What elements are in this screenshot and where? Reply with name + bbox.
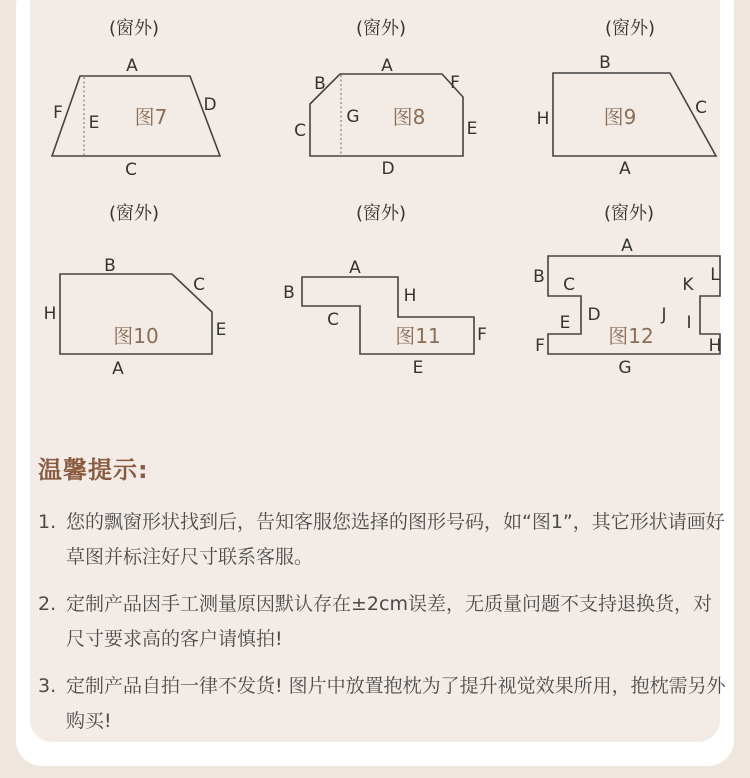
figure-name: 图10 xyxy=(113,324,159,348)
edge-label: A xyxy=(619,159,631,179)
window-label: (窗外) xyxy=(108,18,160,39)
figure-name: 图11 xyxy=(395,324,441,348)
figure-7 xyxy=(52,18,220,180)
tip-item xyxy=(38,587,728,657)
tips-title: 温馨提示: xyxy=(38,456,149,484)
edge-label: A xyxy=(621,236,633,256)
edge-label: E xyxy=(466,119,478,139)
edge-label: E xyxy=(215,320,227,340)
edge-label: H xyxy=(708,336,722,356)
edge-label: G xyxy=(346,107,360,127)
tip-item xyxy=(38,669,728,739)
edge-label: A xyxy=(349,258,361,278)
figure-name: 图9 xyxy=(603,105,637,129)
tip-number: 3. xyxy=(38,675,57,697)
edge-label: C xyxy=(695,98,707,118)
edge-label: C xyxy=(327,310,339,330)
tip-item xyxy=(38,505,728,575)
window-label: (窗外) xyxy=(355,203,407,224)
edge-label: I xyxy=(686,313,692,333)
window-label: (窗外) xyxy=(355,18,407,39)
edge-label: G xyxy=(618,358,632,378)
edge-label: H xyxy=(536,109,550,129)
edge-label: C xyxy=(563,275,575,295)
window-label: (窗外) xyxy=(604,18,656,39)
tip-number: 1. xyxy=(38,511,57,533)
figure-8 xyxy=(294,18,477,179)
edge-label: E xyxy=(412,358,424,378)
figure-11 xyxy=(283,203,487,378)
edge-label: C xyxy=(125,160,137,180)
edge-label: D xyxy=(587,305,601,325)
edge-label: F xyxy=(450,73,460,93)
edge-label: D xyxy=(381,159,395,179)
edge-label: F xyxy=(535,336,545,356)
edge-label: H xyxy=(43,304,57,324)
window-label: (窗外) xyxy=(108,203,160,224)
edge-label: F xyxy=(477,325,487,345)
edge-label: J xyxy=(661,305,667,325)
edge-label: E xyxy=(559,313,571,333)
figure-10 xyxy=(44,203,227,379)
edge-label: B xyxy=(533,267,545,287)
tip-number: 2. xyxy=(38,593,57,615)
edge-label: B xyxy=(104,256,116,276)
tip-text: 您的飘窗形状找到后，告知客服您选择的图形号码，如“图1”，其它形状请画好草图并标注好尺寸联系客服。 xyxy=(66,511,725,568)
figure-name: 图7 xyxy=(134,105,168,129)
edge-label: A xyxy=(112,359,124,379)
tips-list xyxy=(38,505,728,751)
edge-label: A xyxy=(126,56,138,76)
edge-label: B xyxy=(599,53,611,73)
window-label: (窗外) xyxy=(603,203,655,224)
edge-label: D xyxy=(203,95,217,115)
figure-name: 图8 xyxy=(392,105,426,129)
edge-label: C xyxy=(193,275,205,295)
edge-label: C xyxy=(294,121,306,141)
edge-label: F xyxy=(53,103,63,123)
tip-text: 定制产品因手工测量原因默认存在±2cm误差，无质量问题不支持退换货，对尺寸要求高的客户请慎拍! xyxy=(66,593,712,650)
edge-label: L xyxy=(710,265,720,285)
figure-name: 图12 xyxy=(608,324,654,348)
edge-label: H xyxy=(403,286,417,306)
shape-hexagon xyxy=(310,74,463,156)
edge-label: K xyxy=(682,275,694,295)
tip-text: 定制产品自拍一律不发货! 图片中放置抱枕为了提升视觉效果所用，抱枕需另外购买! xyxy=(66,675,726,732)
edge-label: A xyxy=(381,56,393,76)
edge-label: B xyxy=(314,74,326,94)
edge-label: E xyxy=(88,113,100,133)
figure-12 xyxy=(533,203,721,378)
edge-label: B xyxy=(283,283,295,303)
figure-9 xyxy=(537,18,716,179)
